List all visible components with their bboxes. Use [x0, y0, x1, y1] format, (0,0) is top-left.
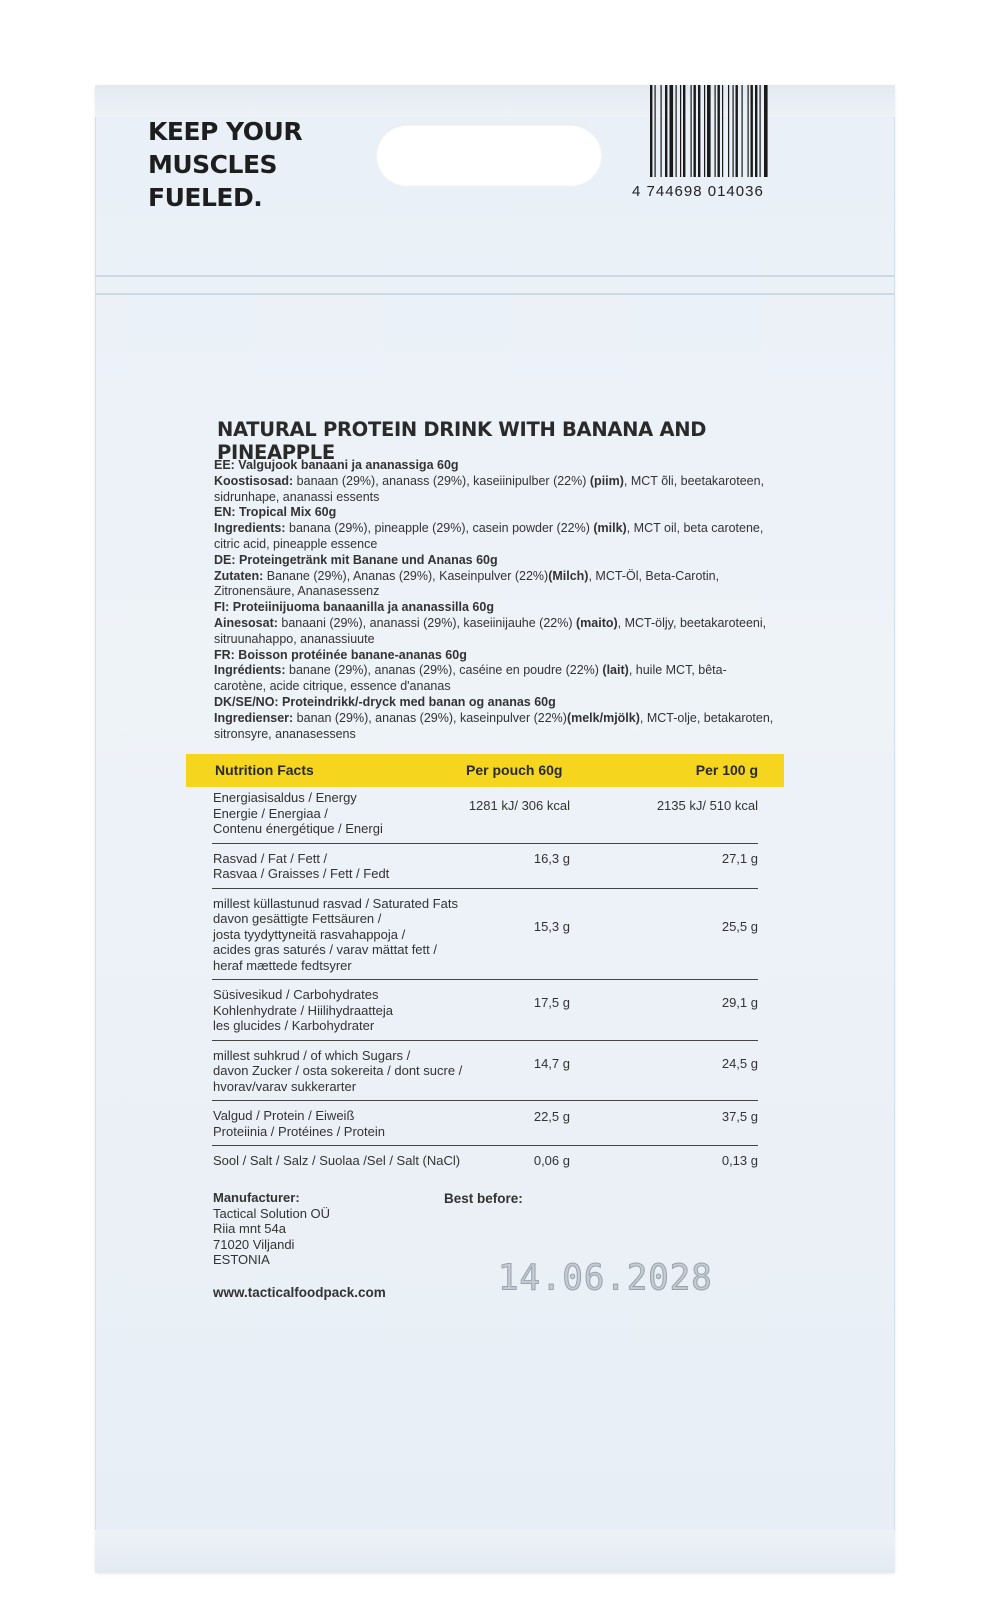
value-per-pouch: 17,5 g [533, 995, 570, 1011]
ingredient-label: Ingredienser: [214, 710, 294, 725]
value-per-100g: 24,5 g [721, 1055, 758, 1071]
nutrient-label-line: hvorav/varav sukkerarter [213, 1078, 357, 1094]
value-per-100g: 27,1 g [721, 851, 758, 866]
manufacturer-line: Riia mnt 54a [213, 1221, 286, 1236]
nutrient-label-line: Rasvad / Fat / Fett / [213, 850, 328, 866]
nutrition-col-pouch: Per pouch 60g [466, 762, 563, 778]
allergen: (melk/mjölk) [566, 710, 640, 725]
value-per-pouch: 16,3 g [533, 851, 570, 866]
ingredient-language-heading: FR: Boisson protéinée banane-ananas 60g [214, 647, 467, 662]
value-per-pouch: 0,06 g [533, 1153, 570, 1168]
barcode-bar [728, 85, 729, 177]
ingredient-language-heading: FI: Proteiinijuoma banaanilla ja ananassilla 60g [214, 600, 494, 615]
manufacturer-line: Tactical Solution OÜ [213, 1205, 331, 1221]
nutrient-label-line: josta tyydyttyneitä rasvahappoja / [213, 926, 406, 942]
nutrition-row [212, 790, 758, 844]
nutrient-label [212, 1048, 513, 1095]
zipper-line [95, 293, 895, 295]
ingredient-label: Ingredients: [214, 521, 286, 536]
slogan-line: MUSCLES [148, 150, 278, 179]
ingredient-text: , MCT oil, beta carotene, citric acid, pineapple essence [214, 521, 764, 551]
nutrient-label-line: Kohlenhydrate / Hiilihydraatteja [213, 1002, 393, 1018]
value-per-pouch: 14,7 g [533, 1055, 570, 1071]
barcode-bar [751, 85, 753, 177]
ingredient-language-heading: DE: Proteingetränk mit Banane und Ananas 60g [214, 552, 498, 567]
value-per-100g: 2135 kJ/ 510 kcal [656, 798, 758, 814]
ingredient-text: , MCT-Öl, Beta-Carotin, Zitronensäure, Ananasessenz [214, 568, 720, 599]
nutrient-label-line: millest küllastunud rasvad / Saturated Fats [213, 895, 458, 911]
best-before-label: Best before: [444, 1191, 523, 1206]
nutrient-label-line: Proteiinia / Protéines / Protein [213, 1123, 385, 1139]
nutrition-row [212, 1153, 758, 1175]
barcode-bar [655, 85, 656, 177]
nutrient-label [212, 1108, 513, 1139]
ingredient-text: banane (29%), ananas (29%), caséine en poudre (22%) [285, 663, 603, 678]
ingredient-text: , huile MCT, bêta-carotène, acide citrique, essence d'ananas [214, 663, 727, 694]
ingredient-text: , MCT õli, beetakaroteen, sidrunhape, ananassi essents [214, 473, 765, 504]
barcode-bar [680, 85, 681, 177]
barcode-bar [742, 85, 743, 177]
value-per-pouch: 22,5 g [533, 1108, 570, 1124]
nutrient-label [212, 1153, 513, 1169]
ingredient-text: banana (29%), pineapple (29%), casein powder (22%) [285, 521, 594, 536]
ingredient-language-heading: DK/SE/NO: Proteindrikk/-dryck med banan og ananas 60g [214, 694, 556, 709]
nutrient-label [212, 851, 513, 882]
barcode-bar [676, 85, 677, 177]
ingredient-text: , MCT-olje, betakaroten, sitronsyre, ananasessens [214, 710, 774, 741]
ingredient-language-heading: EN: Tropical Mix 60g [214, 505, 337, 520]
nutrient-label-line: Valgud / Protein / Eiweiß [213, 1108, 355, 1123]
nutrient-label-line: Süsivesikud / Carbohydrates [213, 987, 379, 1002]
value-per-pouch: 1281 kJ/ 306 kcal [468, 798, 570, 814]
nutrient-label [212, 896, 513, 974]
ingredient-list [214, 521, 774, 553]
barcode-bar [718, 85, 720, 177]
nutrition-col-100g: Per 100 g [695, 762, 758, 778]
barcode-bar [691, 85, 692, 177]
nutrition-row [212, 1048, 758, 1102]
barcode-bar [694, 85, 696, 177]
ingredient-label: Zutaten: [214, 568, 264, 583]
nutrient-label-line: Energie / Energiaa / [213, 805, 328, 821]
nutrition-row [212, 896, 758, 981]
allergen: (piim) [589, 473, 624, 488]
nutrition-header [186, 754, 784, 787]
barcode-bar [707, 85, 711, 177]
nutrition-row [212, 1108, 758, 1146]
website: www.tacticalfoodpack.com [213, 1285, 386, 1300]
barcode [648, 85, 802, 177]
nutrient-label-line: Contenu énergétique / Energi [213, 821, 383, 836]
nutrition-table [212, 790, 758, 1182]
ingredient-list [214, 569, 774, 601]
nutrition-row [212, 851, 758, 889]
ingredient-language-heading: EE: Valgujook banaani ja ananassiga 60g [214, 458, 459, 472]
value-per-pouch: 15,3 g [533, 919, 570, 935]
slogan-line: KEEP YOUR [148, 117, 303, 146]
barcode-bar [760, 85, 761, 177]
product-title: NATURAL PROTEIN DRINK WITH BANANA AND PINEAPPLE [217, 418, 707, 464]
nutrient-label-line: acides gras saturés / varav mättat fett / [213, 942, 437, 957]
ingredient-list [214, 711, 774, 743]
barcode-bar [764, 85, 768, 177]
barcode-bar [698, 85, 700, 177]
barcode-bar [748, 85, 749, 177]
nutrition-title: Nutrition Facts [215, 762, 314, 778]
barcode-bar [670, 85, 674, 177]
barcode-bar [650, 85, 652, 177]
nutrient-label-line: Rasvaa / Graisses / Fett / Fedt [213, 866, 390, 881]
nutrient-label-line: heraf mættede fedtsyrer [213, 957, 352, 973]
barcode-bar [704, 85, 705, 177]
ingredient-list [214, 616, 774, 648]
barcode-bar [665, 85, 667, 177]
barcode-bar [683, 85, 685, 177]
ingredient-text: Banane (29%), Ananas (29%), Kaseinpulver (22%) [263, 568, 549, 583]
ingredient-list [214, 663, 774, 695]
value-per-100g: 0,13 g [721, 1153, 758, 1168]
manufacturer [213, 1190, 423, 1268]
ingredient-text: , MCT-öljy, beetakaroteeni, sitruunahappo, ananassiuute [214, 615, 767, 646]
barcode-bar [733, 85, 734, 177]
ingredient-list [214, 474, 774, 506]
barcode-number: 4 744698 014036 [632, 183, 764, 200]
manufacturer-heading: Manufacturer: [213, 1190, 300, 1205]
ingredient-text: banaani (29%), ananassi (29%), kaseiinijauhe (22%) [277, 615, 576, 630]
ingredient-text: banan (29%), ananas (29%), kaseinpulver (22%) [293, 710, 567, 725]
ingredient-label: Koostisosad: [214, 473, 294, 488]
nutrient-label-line: les glucides / Karbohydrater [213, 1018, 375, 1033]
ingredient-label: Ingrédients: [214, 663, 286, 678]
ingredient-text: banaan (29%), ananass (29%), kaseiinipulber (22%) [293, 473, 590, 488]
manufacturer-line: 71020 Viljandi [213, 1236, 295, 1252]
nutrient-label-line: millest suhkrud / of which Sugars / [213, 1047, 411, 1063]
barcode-bar [755, 85, 757, 177]
nutrient-label-line: davon Zucker / osta sokereita / dont sucre / [213, 1063, 463, 1078]
value-per-100g: 37,5 g [721, 1108, 758, 1124]
barcode-bar [715, 85, 716, 177]
slogan [148, 115, 348, 214]
allergen: (Milch) [548, 568, 589, 583]
nutrition-row [212, 987, 758, 1041]
manufacturer-line: ESTONIA [213, 1252, 270, 1267]
ingredient-label: Ainesosat: [214, 615, 278, 630]
barcode-bar [661, 85, 662, 177]
allergen: (lait) [602, 663, 629, 678]
barcode-bar [736, 85, 738, 177]
hang-hole [376, 124, 602, 186]
nutrient-label-line: Energiasisaldus / Energy [213, 790, 357, 805]
ingredients-block [214, 458, 774, 742]
value-per-100g: 25,5 g [721, 919, 758, 935]
allergen: (milk) [593, 521, 627, 536]
nutrient-label-line: Sool / Salt / Salz / Suolaa /Sel / Salt (NaCl) [213, 1153, 461, 1168]
nutrient-label [212, 987, 513, 1034]
slogan-line: FUELED. [148, 183, 263, 212]
allergen: (maito) [576, 615, 618, 630]
zipper-line [95, 275, 895, 277]
best-before-date: 14.06.2028 [498, 1257, 713, 1299]
value-per-100g: 29,1 g [721, 995, 758, 1011]
bottom-seal [95, 1530, 895, 1573]
nutrient-label-line: davon gesättigte Fettsäuren / [213, 911, 382, 926]
barcode-bar [722, 85, 723, 177]
nutrient-label [212, 790, 513, 837]
